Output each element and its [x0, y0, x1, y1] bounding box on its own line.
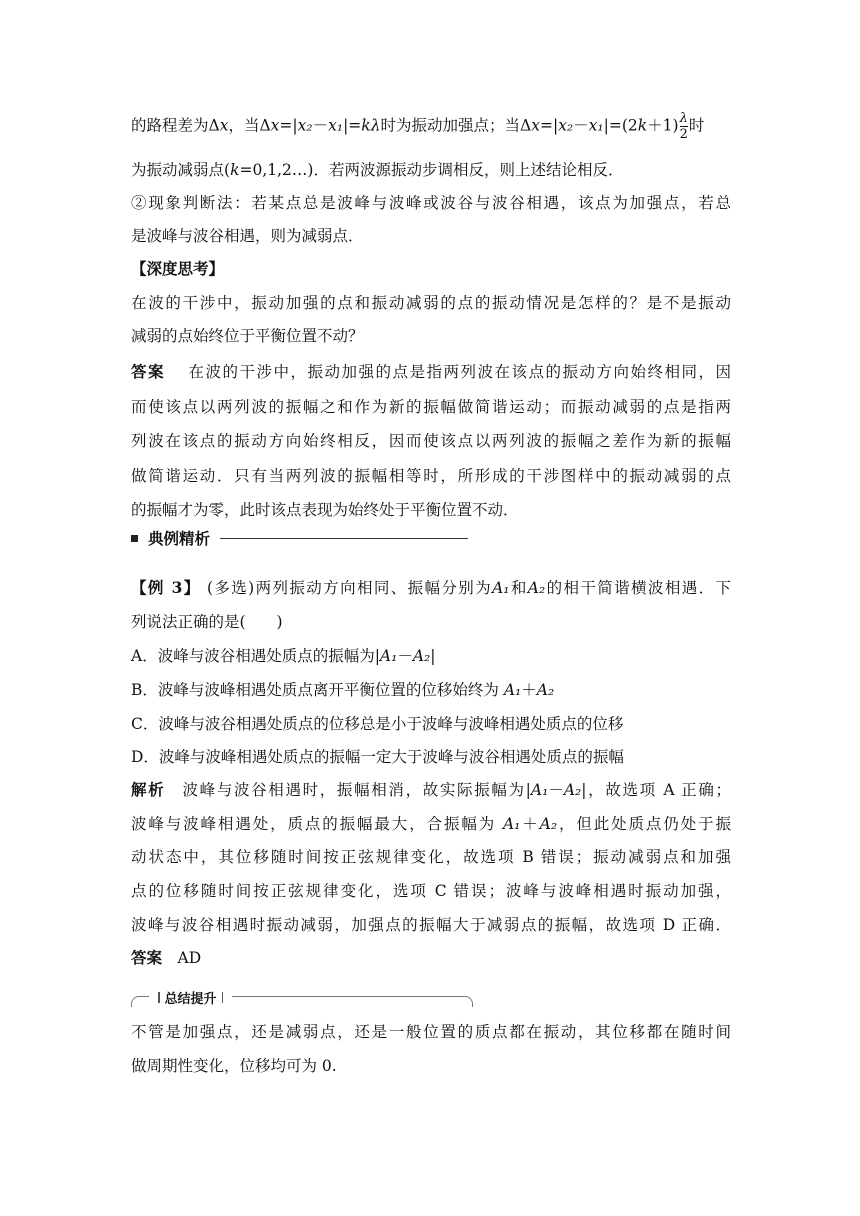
analysis-line-1: 解析 波峰与波谷相遇时，振幅相消，故实际振幅为|A₁－A₂|，故选项 A 正确； [131, 780, 731, 799]
option-d: D．波峰与波峰相遇处质点的振幅一定大于波峰与波谷相遇处质点的振幅 [131, 748, 624, 766]
analysis-label: 解析 [131, 780, 166, 799]
analysis-line-2: 波峰与波峰相遇处，质点的振幅最大，合振幅为 A₁＋A₂，但此处质点仍处于振 [131, 815, 731, 833]
intro-line-1: 的路程差为Δx，当Δx=|x₂－x₁|=kλ时为振动加强点；当Δx=|x₂－x₁|=(2k＋1) $\frac{\lambda}{2}$ 时 [131, 111, 705, 142]
deep-answer-line-2: 而使该点以两列波的振幅之和作为新的振幅做简谐运动；而振动减弱的点是指两 [131, 398, 731, 416]
tick-mark-icon [222, 992, 224, 1003]
deep-thinking-title: 【深度思考】 [131, 259, 225, 278]
option-b: B．波峰与波峰相遇处质点离开平衡位置的位移始终为 A₁＋A₂ [131, 681, 555, 699]
deep-answer-line-4: 做简谐运动．只有当两列波的振幅相等时，所形成的干涉图样中的振动减弱的点 [131, 467, 731, 485]
intro-line-4: 是波峰与波谷相遇，则为减弱点． [131, 227, 364, 245]
final-answer-value: AD [177, 949, 202, 967]
summary-box-header [131, 987, 473, 1007]
tick-mark-icon [158, 992, 160, 1003]
deep-question-line-2: 减弱的点始终位于平衡位置不动？ [131, 327, 364, 345]
example-stem-line-2: 列说法正确的是( ) [131, 613, 283, 631]
option-c: C．波峰与波谷相遇处质点的位移总是小于波峰与波峰相遇处质点的位移 [131, 715, 624, 733]
intro-line-3: ②现象判断法：若某点总是波峰与波峰或波谷与波谷相遇，该点为加强点，若总 [131, 194, 731, 212]
final-answer [131, 947, 731, 969]
summary-title: 总结提升 [164, 991, 217, 1007]
section-heading: 典例精析 [131, 527, 468, 549]
deep-answer-line-1: 答案 在波的干涉中，振动加强的点是指两列波在该点的振动方向始终相同，因 [131, 362, 731, 381]
analysis-line-4: 点的位移随时间按正弦规律变化，选项 C 错误；波峰与波峰相遇时振动加强， [131, 882, 731, 900]
final-answer-label: 答案 [131, 948, 163, 967]
intro-line-2: 为振动减弱点(k=0,1,2…)．若两波源振动步调相反，则上述结论相反． [131, 161, 624, 179]
section-rule [220, 538, 468, 539]
summary-line-1: 不管是加强点，还是减弱点，还是一般位置的质点都在振动，其位移都在随时间 [131, 1023, 731, 1041]
summary-line-2: 做周期性变化，位移均可为 0. [131, 1057, 337, 1075]
analysis-line-5: 波峰与波谷相遇时振动减弱，加强点的振幅大于减弱点的振幅，故选项 D 正确． [131, 916, 731, 934]
answer-label: 答案 [131, 362, 166, 381]
square-bullet-icon [131, 535, 138, 542]
deep-answer-line-5: 的振幅才为零，此时该点表现为始终处于平衡位置不动． [131, 501, 519, 519]
deep-question-line-1: 在波的干涉中，振动加强的点和振动减弱的点的振动情况是怎样的？是不是振动 [131, 294, 731, 312]
deep-answer-line-3: 列波在该点的振动方向始终相反，因而使该点以两列波的振幅之差作为新的振幅 [131, 432, 731, 450]
example-tag: 【例 3】 [131, 578, 201, 597]
lambda-over-two-fraction: $\frac{\lambda}{2}$ [679, 111, 688, 142]
analysis-line-3: 动状态中，其位移随时间按正弦规律变化，故选项 B 错误；振动减弱点和加强 [131, 848, 731, 866]
option-a: A．波峰与波谷相遇处质点的振幅为|A₁－A₂| [131, 647, 436, 665]
example-stem-line-1: 【例 3】 (多选)两列振动方向相同、振幅分别为A₁和A₂的相干简谐横波相遇．下 [131, 578, 731, 597]
